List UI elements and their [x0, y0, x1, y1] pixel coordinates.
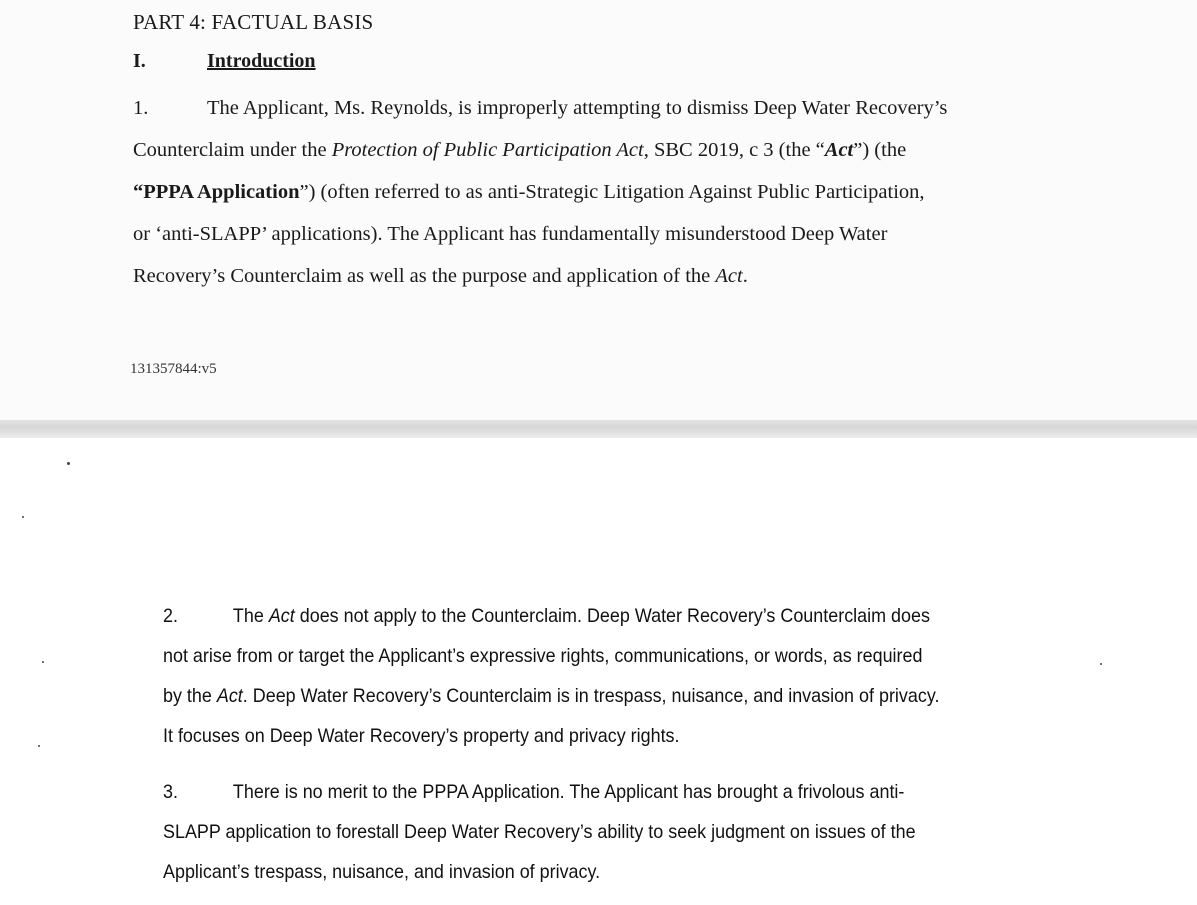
paragraph-1: [133, 87, 1063, 297]
paragraph-3-line-1: 3. There is no merit to the PPPA Application. The Applicant has brought a frivolous anti-: [163, 772, 1019, 812]
section-title: Introduction: [207, 50, 316, 72]
paragraph-3-line-3: Applicant’s trespass, nuisance, and invasion of privacy.: [163, 861, 601, 883]
paragraph-3-number: 3.: [163, 781, 178, 803]
act-title: Protection of Public Participation Act: [331, 139, 644, 161]
paragraph-2-line-2: not arise from or target the Applicant’s expressive rights, communications, or words, as required: [163, 645, 923, 667]
paragraph-2-line-1: 2. The Act does not apply to the Counterclaim. Deep Water Recovery’s Counterclaim does: [163, 596, 1019, 636]
paragraph-2-line-4: It focuses on Deep Water Recovery’s property and privacy rights.: [163, 725, 680, 747]
section-number: I.: [133, 50, 146, 72]
scan-speck: [1100, 663, 1102, 665]
paragraph-2-number: 2.: [163, 605, 178, 627]
document-id: 131357844:v5: [130, 361, 217, 377]
paragraph-3: [163, 772, 1019, 892]
paragraph-1-number: 1.: [133, 97, 149, 119]
act-defined-term: Act: [824, 139, 854, 161]
paragraph-2-line-3: by the Act. Deep Water Recovery’s Counterclaim is in trespass, nuisance, and invasion of privacy.: [163, 685, 940, 707]
scan-speck: [42, 661, 44, 663]
paragraph-1-line-3: “PPPA Application”) (often referred to as anti-Strategic Litigation Against Public Participation,: [133, 181, 925, 203]
pppa-defined-term: “PPPA Application: [133, 181, 300, 203]
scan-speck: [67, 462, 70, 465]
paragraph-1-line-5: Recovery’s Counterclaim as well as the purpose and application of the Act.: [133, 265, 748, 287]
page-divider: [0, 420, 1197, 438]
paragraph-2: [163, 596, 1019, 756]
paragraph-1-line-1: 1. The Applicant, Ms. Reynolds, is improperly attempting to dismiss Deep Water Recovery’s: [133, 87, 1063, 129]
part-title: PART 4: FACTUAL BASIS: [133, 10, 374, 34]
paragraph-1-line-2: Counterclaim under the Protection of Public Participation Act, SBC 2019, c 3 (the “Act”) (the: [133, 139, 907, 161]
scan-speck: [38, 745, 40, 747]
paragraph-3-line-2: SLAPP application to forestall Deep Water Recovery’s ability to seek judgment on issues of the: [163, 821, 916, 843]
scan-speck: [22, 516, 24, 518]
paragraph-1-line-4: or ‘anti-SLAPP’ applications). The Applicant has fundamentally misunderstood Deep Water: [133, 223, 888, 245]
